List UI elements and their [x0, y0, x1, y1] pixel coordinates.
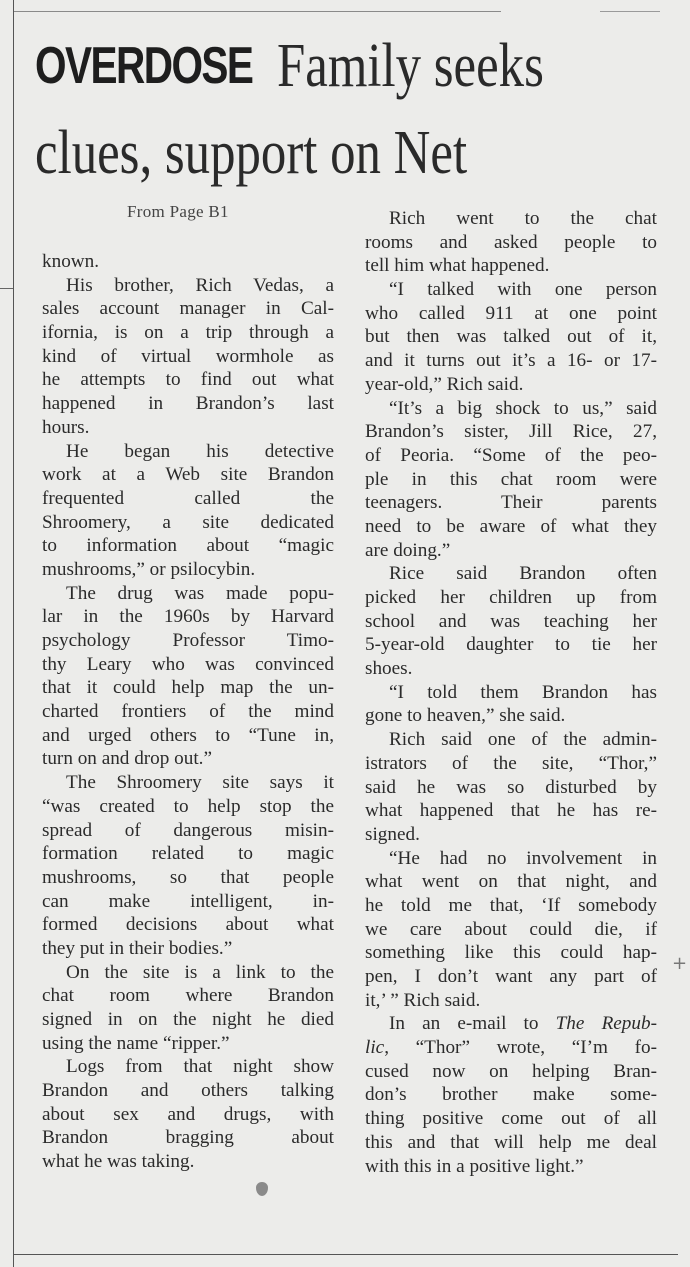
text-line: need to be aware of what they — [365, 515, 657, 537]
text-line: but then was talked out of it, — [365, 326, 657, 348]
text-line: we care about could die, if — [365, 918, 657, 940]
text-line: what he was taking. — [42, 1151, 195, 1173]
text-line: pen, I don’t want any part of — [365, 966, 657, 987]
text-line: gone to heaven,” she said. — [365, 705, 566, 727]
jump-line: From Page B1 — [127, 202, 229, 221]
text-line: they put in their bodies.” — [42, 937, 233, 959]
text-line: work at a Web site Brandon — [42, 464, 334, 486]
text-line: thy Leary who was convinced — [42, 653, 334, 675]
text-line: this and that will help me deal — [365, 1131, 657, 1153]
text-line: and urged others to “Tune in, — [42, 724, 334, 746]
ink-stain — [256, 1182, 268, 1196]
text-line: chat room where Brandon — [42, 985, 334, 1007]
text-line: “He had no involvement in — [389, 847, 657, 869]
top-rule-right — [600, 11, 660, 12]
text-line: about sex and drugs, with — [42, 1103, 334, 1125]
text-line: he told me that, ‘If somebody — [365, 894, 657, 916]
text-line: year-old,” Rich said. — [365, 373, 524, 395]
text-line: and it turns out it’s a 16- or 17- — [365, 350, 657, 372]
text-line: “was created to help stop the — [42, 795, 334, 817]
text-line: lar in the 1960s by Harvard — [42, 606, 334, 628]
top-rule — [13, 11, 501, 12]
text-line: Brandon’s sister, Jill Rice, 27, — [365, 421, 657, 443]
text-line: something like this could hap- — [365, 942, 657, 964]
text-line: thing positive come out of all — [365, 1108, 657, 1130]
text-line: it,’ ” Rich said. — [365, 989, 481, 1011]
text-line: “It’s a big shock to us,” said — [389, 397, 657, 419]
text-line: In an e-mail to The Repub- — [389, 1013, 657, 1035]
text-line: can make intelligent, in- — [42, 890, 334, 912]
italic-publication-name: lic — [365, 1037, 385, 1059]
text-line: formed decisions about what — [42, 914, 334, 936]
text-line: of Peoria. “Some of the peo- — [365, 444, 657, 466]
bottom-rule — [13, 1254, 678, 1255]
article-column-left — [42, 250, 334, 1174]
text-line: to information about “magic — [42, 535, 334, 557]
text-line: using the name “ripper.” — [42, 1032, 230, 1054]
text-line: The drug was made popu- — [66, 582, 334, 604]
text-line: known. — [42, 251, 100, 272]
text-line: He began his detective — [66, 440, 334, 462]
headline-line-2: clues, support on Net — [35, 119, 468, 187]
text-line: Rich said one of the admin- — [389, 729, 657, 751]
text-line: lic, “Thor” wrote, “I’m fo- — [365, 1037, 657, 1059]
headline-kicker: OVERDOSE — [35, 37, 253, 95]
text-line: are doing.” — [365, 539, 451, 561]
headline — [35, 32, 655, 187]
text-line: don’s brother make some- — [365, 1084, 657, 1106]
text-line: formation related to magic — [42, 843, 334, 865]
text-line: what happened that he has re- — [365, 800, 657, 822]
text-line: istrators of the site, “Thor,” — [365, 752, 657, 774]
text-line: mushrooms,” or psilocybin. — [42, 558, 256, 580]
left-column-rule — [13, 0, 14, 1267]
text-line: 5-year-old daughter to tie her — [365, 634, 657, 656]
text-line: Shroomery, a site dedicated — [42, 511, 334, 533]
text-line: sales account manager in Cal- — [42, 298, 334, 320]
text-line: Logs from that night show — [66, 1056, 334, 1078]
registration-mark-icon: + — [672, 953, 688, 974]
text-line: His brother, Rich Vedas, a — [66, 274, 334, 296]
text-line: Rich went to the chat — [389, 208, 657, 229]
text-line: Rice said Brandon often — [389, 563, 657, 585]
headline-line-1 — [35, 32, 655, 108]
text-line: ifornia, is on a trip through a — [42, 322, 334, 344]
text-line: kind of virtual wormhole as — [42, 345, 334, 367]
text-line: mushrooms, so that people — [42, 866, 334, 888]
text-line: ple in this chat room were — [365, 468, 657, 490]
text-line: signed. — [365, 823, 420, 845]
text-line: hours. — [42, 416, 90, 438]
text-line: shoes. — [365, 658, 413, 680]
text-line: with this in a positive light.” — [365, 1155, 584, 1177]
text-line: cused now on helping Bran- — [365, 1060, 657, 1082]
text-line: what went on that night, and — [365, 871, 657, 893]
text-line: happened in Brandon’s last — [42, 393, 334, 415]
text-line: he attempts to find out what — [42, 369, 334, 391]
text-line: teenagers. Their parents — [365, 492, 657, 514]
italic-publication-name: The Repub- — [555, 1013, 657, 1035]
text-line: On the site is a link to the — [66, 961, 334, 983]
text-line: said he was so disturbed by — [365, 776, 657, 798]
text-line: rooms and asked people to — [365, 231, 657, 253]
text-line: Brandon bragging about — [42, 1127, 334, 1149]
text-line: signed in on the night he died — [42, 1009, 334, 1030]
text-line: charted frontiers of the mind — [42, 701, 334, 723]
text-line: who called 911 at one point — [365, 302, 657, 324]
article-column-right — [365, 207, 657, 1178]
text-line: school and was teaching her — [365, 610, 657, 632]
text-line: tell him what happened. — [365, 255, 550, 277]
text-line: “I talked with one person — [389, 279, 657, 301]
text-line: spread of dangerous misin- — [42, 819, 334, 841]
text-line: that it could help map the un- — [42, 677, 334, 699]
text-line: picked her children up from — [365, 587, 657, 608]
headline-text-1: Family seeks — [277, 32, 544, 100]
text-line: frequented called the — [42, 487, 334, 509]
text-line: psychology Professor Timo- — [42, 630, 334, 651]
left-rule-tick — [0, 288, 13, 289]
text-line: turn on and drop out.” — [42, 748, 212, 770]
text-line: “I told them Brandon has — [389, 681, 657, 703]
text-line: The Shroomery site says it — [66, 772, 334, 794]
text-line: Brandon and others talking — [42, 1080, 334, 1102]
